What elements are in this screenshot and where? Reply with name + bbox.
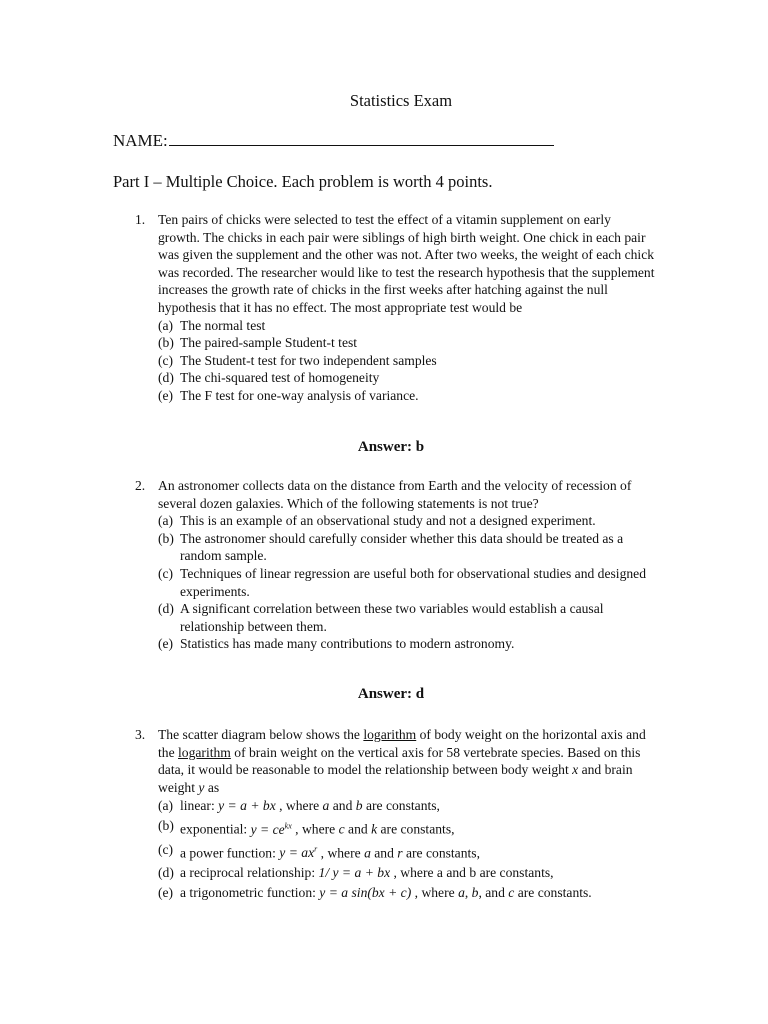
question-number: 1. <box>135 212 146 227</box>
option-label: (d) <box>158 865 174 881</box>
question-text: Ten pairs of chicks were selected to test the effect of a vitamin supplement on early growth. The chicks in each pair were siblings of high birth weight. One chick in each pair was given the supplement and the other was not. After two weeks, the weight of each chick was recorded. The researcher would like to test the research hypothesis that the supplement increases the growth rate of chicks in the first weeks after hatching against the null hypothesis that it has no effect. The most appropriate test would be <box>158 212 655 315</box>
option-text: a trigonometric function: y = a sin(bx + c) , where a, b, and c are constants. <box>180 885 592 901</box>
option-text: The paired-sample Student-t test <box>180 335 358 351</box>
name-label: NAME: <box>113 131 168 150</box>
question-text: An astronomer collects data on the distance from Earth and the velocity of recession of several dozen galaxies. Which of the following statements is not true? <box>158 478 632 511</box>
option-text: The astronomer should carefully consider whether this data should be treated as a random sample. <box>180 530 624 564</box>
formula: $y = ce^{kx}$ <box>250 821 292 837</box>
formula: $y = ax^r$ <box>279 844 318 861</box>
option-text: exponential: $y = ce^{kx}$ , where c and k are constants, <box>180 821 455 837</box>
question-3 <box>135 726 655 903</box>
part-heading: Part I – Multiple Choice. Each problem is worth 4 points. <box>113 172 493 191</box>
option-d <box>158 600 655 635</box>
option-c <box>158 352 655 370</box>
option-a <box>158 796 655 816</box>
option-text: The chi-squared test of homogeneity <box>180 370 380 386</box>
question-text: The scatter diagram below shows the logarithm of body weight on the horizontal axis and the logarithm of brain weight on the vertical axis for 58 vertebrate species. Based on this data, it would be reasonable to model the relationship between body weight x and brain weight y as <box>158 727 646 795</box>
question-2 <box>135 477 655 653</box>
option-c <box>158 840 655 864</box>
option-label: (b) <box>158 818 174 834</box>
option-label: (a) <box>158 798 174 814</box>
option-label: (e) <box>158 636 174 652</box>
option-label: (b) <box>158 530 174 546</box>
option-b <box>158 334 655 352</box>
option-b <box>158 816 655 840</box>
question-1 <box>135 211 655 405</box>
option-text: linear: y = a + bx , where a and b are constants, <box>180 798 440 814</box>
option-b <box>158 530 655 565</box>
option-d <box>158 863 655 883</box>
option-label: (a) <box>158 513 174 529</box>
name-field <box>113 131 554 151</box>
option-c <box>158 565 655 600</box>
underlined-term: logarithm <box>363 727 417 742</box>
option-text: Statistics has made many contributions to modern astronomy. <box>180 636 515 652</box>
formula: y = a sin(bx + c) <box>319 885 412 901</box>
option-label: (d) <box>158 370 174 386</box>
question-number: 2. <box>135 478 146 493</box>
option-label: (c) <box>158 841 174 857</box>
option-text: This is an example of an observational study and not a designed experiment. <box>180 513 596 529</box>
underlined-term: logarithm <box>178 744 231 760</box>
option-label: (c) <box>158 565 174 581</box>
option-label: (e) <box>158 387 174 403</box>
answer-1: Answer: b <box>357 439 425 455</box>
exam-title: Statistics Exam <box>349 91 453 110</box>
option-text: The Student-t test for two independent samples <box>180 352 437 368</box>
option-text: a power function: $y = ax^r$ , where a and r are constants, <box>180 844 480 861</box>
option-text: A significant correlation between these two variables would establish a causal relationship between them. <box>180 601 604 634</box>
formula: 1/ y = a + bx <box>318 865 391 881</box>
option-e <box>158 387 655 405</box>
option-text: The normal test <box>180 317 266 333</box>
formula: y = a + bx <box>218 798 276 814</box>
option-e <box>158 635 655 653</box>
option-label: (b) <box>158 335 174 351</box>
option-label: (e) <box>158 885 174 901</box>
option-d <box>158 369 655 387</box>
option-label: (d) <box>158 601 174 617</box>
option-text: Techniques of linear regression are useful both for observational studies and designed experiments. <box>180 565 647 599</box>
option-e <box>158 883 655 903</box>
option-text: The F test for one-way analysis of variance. <box>180 387 419 403</box>
option-label: (c) <box>158 352 174 368</box>
option-label: (a) <box>158 317 174 333</box>
option-a <box>158 512 655 530</box>
question-number: 3. <box>135 727 146 742</box>
option-a <box>158 317 655 335</box>
option-text: a reciprocal relationship: 1/ y = a + bx , where a and b are constants, <box>180 865 554 881</box>
answer-2: Answer: d <box>357 686 425 702</box>
name-blank-line[interactable] <box>169 131 554 146</box>
